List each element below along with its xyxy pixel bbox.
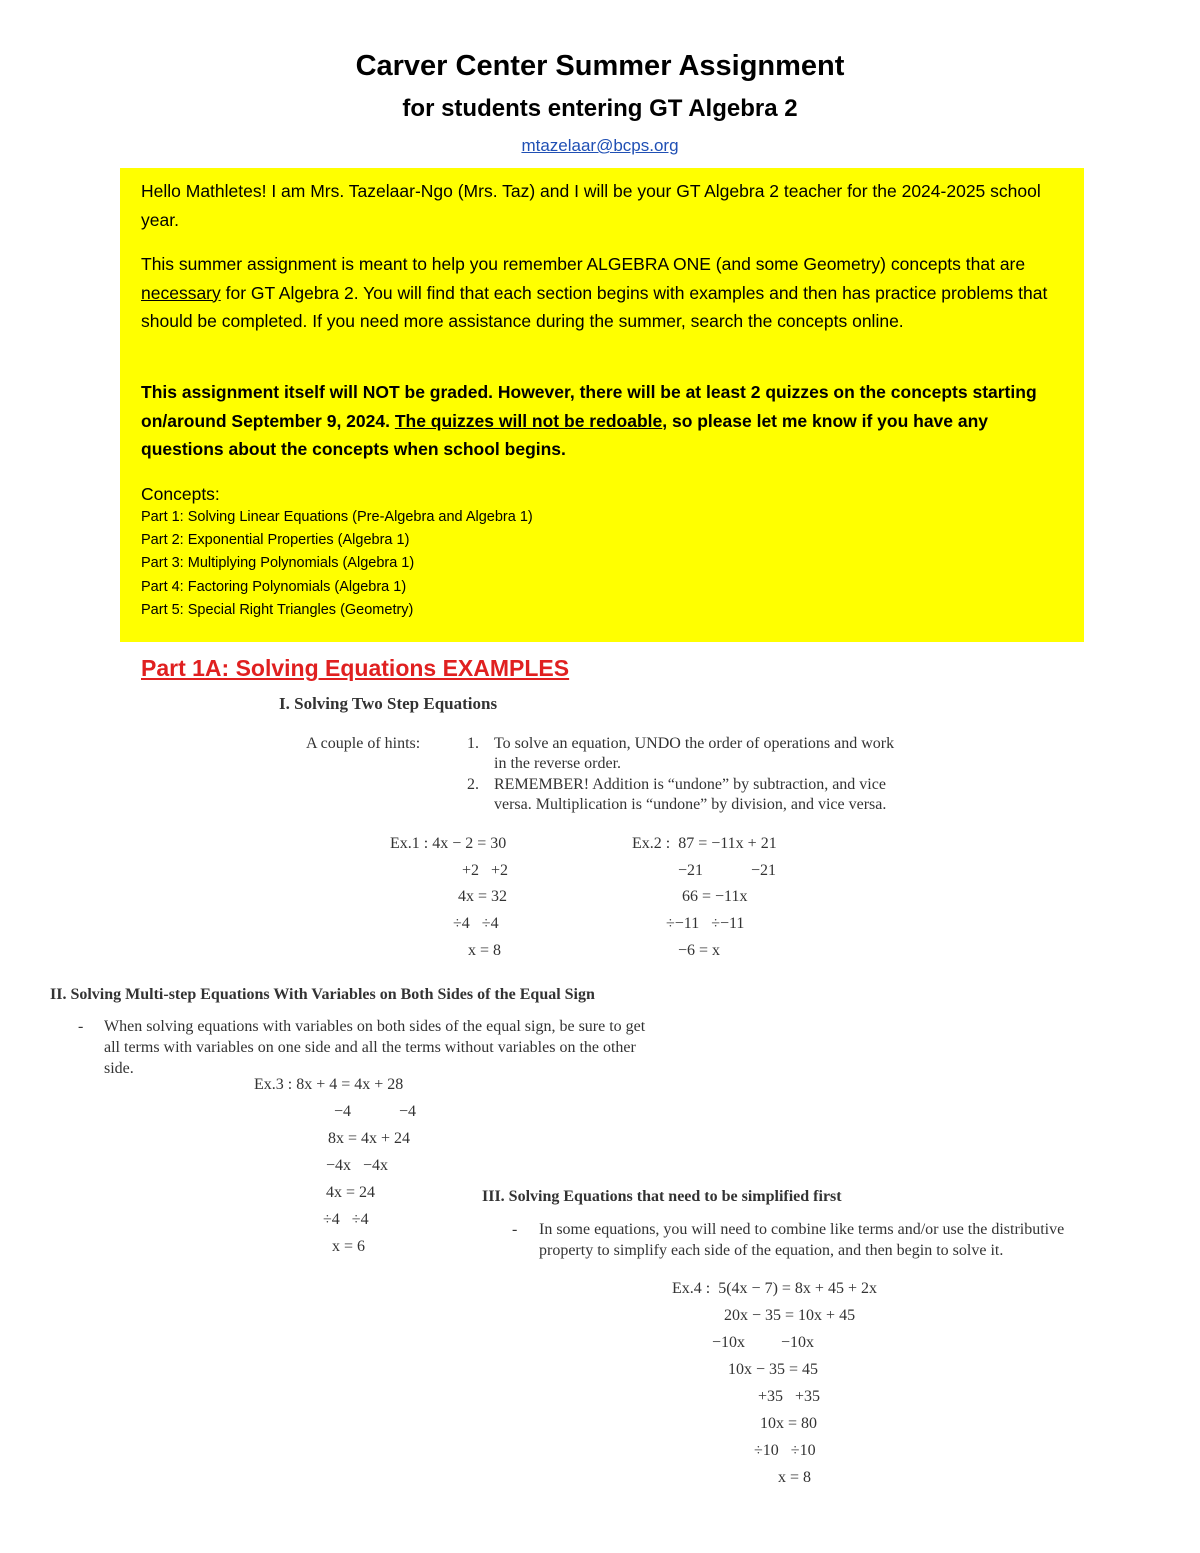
intro-paragraph-1: Hello Mathletes! I am Mrs. Tazelaar-Ngo (Mrs. Taz) and I will be your GT Algebra 2 teacher for the 2024-2025 school year.	[141, 181, 1041, 230]
example-3-line-7: x = 6	[332, 1238, 366, 1255]
hint-2-line-1: REMEMBER! Addition is “undone” by subtraction, and vice	[494, 776, 886, 793]
example-4-line-7: ÷10 ÷10	[754, 1442, 816, 1459]
example-2-line-1: Ex.2 : 87 = −11x + 21	[632, 835, 777, 852]
example-4-line-3: −10x −10x	[712, 1334, 815, 1351]
example-4-line-5: +35 +35	[758, 1388, 821, 1405]
section-2-text-line-2: all terms with variables on one side and all the terms without variables on the other	[104, 1039, 636, 1056]
example-1-line-2: +2 +2	[462, 862, 509, 879]
intro-paragraph-3	[141, 378, 1061, 464]
example-2-line-5: −6 = x	[678, 942, 721, 959]
intro-p2-text: This summer assignment is meant to help you remember ALGEBRA ONE (and some Geometry) concepts that are	[141, 254, 1026, 274]
section-2-text-line-1: When solving equations with variables on both sides of the equal sign, be sure to get	[104, 1018, 646, 1035]
concepts-label: Concepts:	[141, 484, 220, 504]
example-1-line-3: 4x = 32	[458, 888, 508, 905]
section-1-heading: I. Solving Two Step Equations	[279, 694, 498, 713]
part-1a-heading: Part 1A: Solving Equations EXAMPLES	[141, 655, 570, 681]
section-3-heading: III. Solving Equations that need to be simplified first	[482, 1188, 842, 1205]
section-3-bullet: -	[512, 1221, 518, 1238]
intro-paragraph-2	[141, 250, 1061, 336]
example-3-line-4: −4x −4x	[326, 1157, 389, 1174]
section-3-text-line-2: property to simplify each side of the equation, and then begin to solve it.	[539, 1242, 1004, 1259]
hint-2-line-2: versa. Multiplication is “undone” by division, and vice versa.	[494, 796, 887, 813]
example-1-line-1: Ex.1 : 4x − 2 = 30	[390, 835, 507, 852]
example-3-line-5: 4x = 24	[326, 1184, 376, 1201]
example-3-line-1: Ex.3 : 8x + 4 = 4x + 28	[254, 1076, 404, 1093]
section-3-text-line-1: In some equations, you will need to combine like terms and/or use the distributive	[539, 1221, 1065, 1238]
hint-1-line-1: To solve an equation, UNDO the order of operations and work	[494, 735, 895, 752]
concept-item: Part 5: Special Right Triangles (Geometry)	[141, 602, 414, 618]
example-3-line-3: 8x = 4x + 24	[328, 1130, 411, 1147]
example-1-line-4: ÷4 ÷4	[453, 915, 499, 932]
hint-2-number: 2.	[467, 776, 479, 793]
intro-p3-underlined: The quizzes will not be redoable	[394, 410, 663, 431]
example-4-line-6: 10x = 80	[760, 1415, 818, 1432]
hints-label: A couple of hints:	[306, 735, 421, 752]
concept-item: Part 1: Solving Linear Equations (Pre-Algebra and Algebra 1)	[141, 509, 533, 525]
hint-1-line-2: in the reverse order.	[494, 755, 622, 772]
intro-p2-underlined: necessary	[141, 282, 221, 303]
email-link[interactable]	[0, 136, 1200, 156]
example-4-line-8: x = 8	[778, 1469, 812, 1486]
concept-item: Part 2: Exponential Properties (Algebra 1)	[141, 532, 410, 548]
section-2-heading: II. Solving Multi-step Equations With Variables on Both Sides of the Equal Sign	[50, 986, 595, 1003]
example-1-line-5: x = 8	[468, 942, 502, 959]
example-4-line-2: 20x − 35 = 10x + 45	[724, 1307, 856, 1324]
example-2-line-3: 66 = −11x	[682, 888, 748, 905]
example-4-line-1: Ex.4 : 5(4x − 7) = 8x + 45 + 2x	[672, 1280, 877, 1297]
concept-item: Part 3: Multiplying Polynomials (Algebra 1)	[141, 555, 415, 571]
intro-p3-text: This assignment itself will NOT be graded. However, there will be at least 2 quizzes on the concepts starting on/around September 9, 2024.	[141, 382, 1037, 431]
document-subtitle: for students entering GT Algebra 2	[402, 95, 798, 122]
email-link-text: mtazelaar@bcps.org	[521, 136, 679, 155]
example-2-line-2: −21 −21	[678, 862, 777, 879]
document-title: Carver Center Summer Assignment	[355, 50, 845, 82]
intro-p3-text-end: , so please let me know if you have any questions about the concepts when school begins.	[141, 410, 989, 459]
example-4-line-4: 10x − 35 = 45	[728, 1361, 819, 1378]
example-3-line-2: −4 −4	[334, 1103, 417, 1120]
section-2-text-line-3: side.	[104, 1060, 134, 1077]
example-3-line-6: ÷4 ÷4	[323, 1211, 369, 1228]
intro-p2-text-end: for GT Algebra 2. You will find that each section begins with examples and then has practice problems that should be completed. If you need more assistance during the summer, search the concepts online.	[141, 282, 1048, 331]
concept-item: Part 4: Factoring Polynomials (Algebra 1)	[141, 579, 407, 595]
hint-1-number: 1.	[467, 735, 479, 752]
section-2-bullet: -	[78, 1018, 84, 1035]
example-2-line-4: ÷−11 ÷−11	[666, 915, 745, 932]
